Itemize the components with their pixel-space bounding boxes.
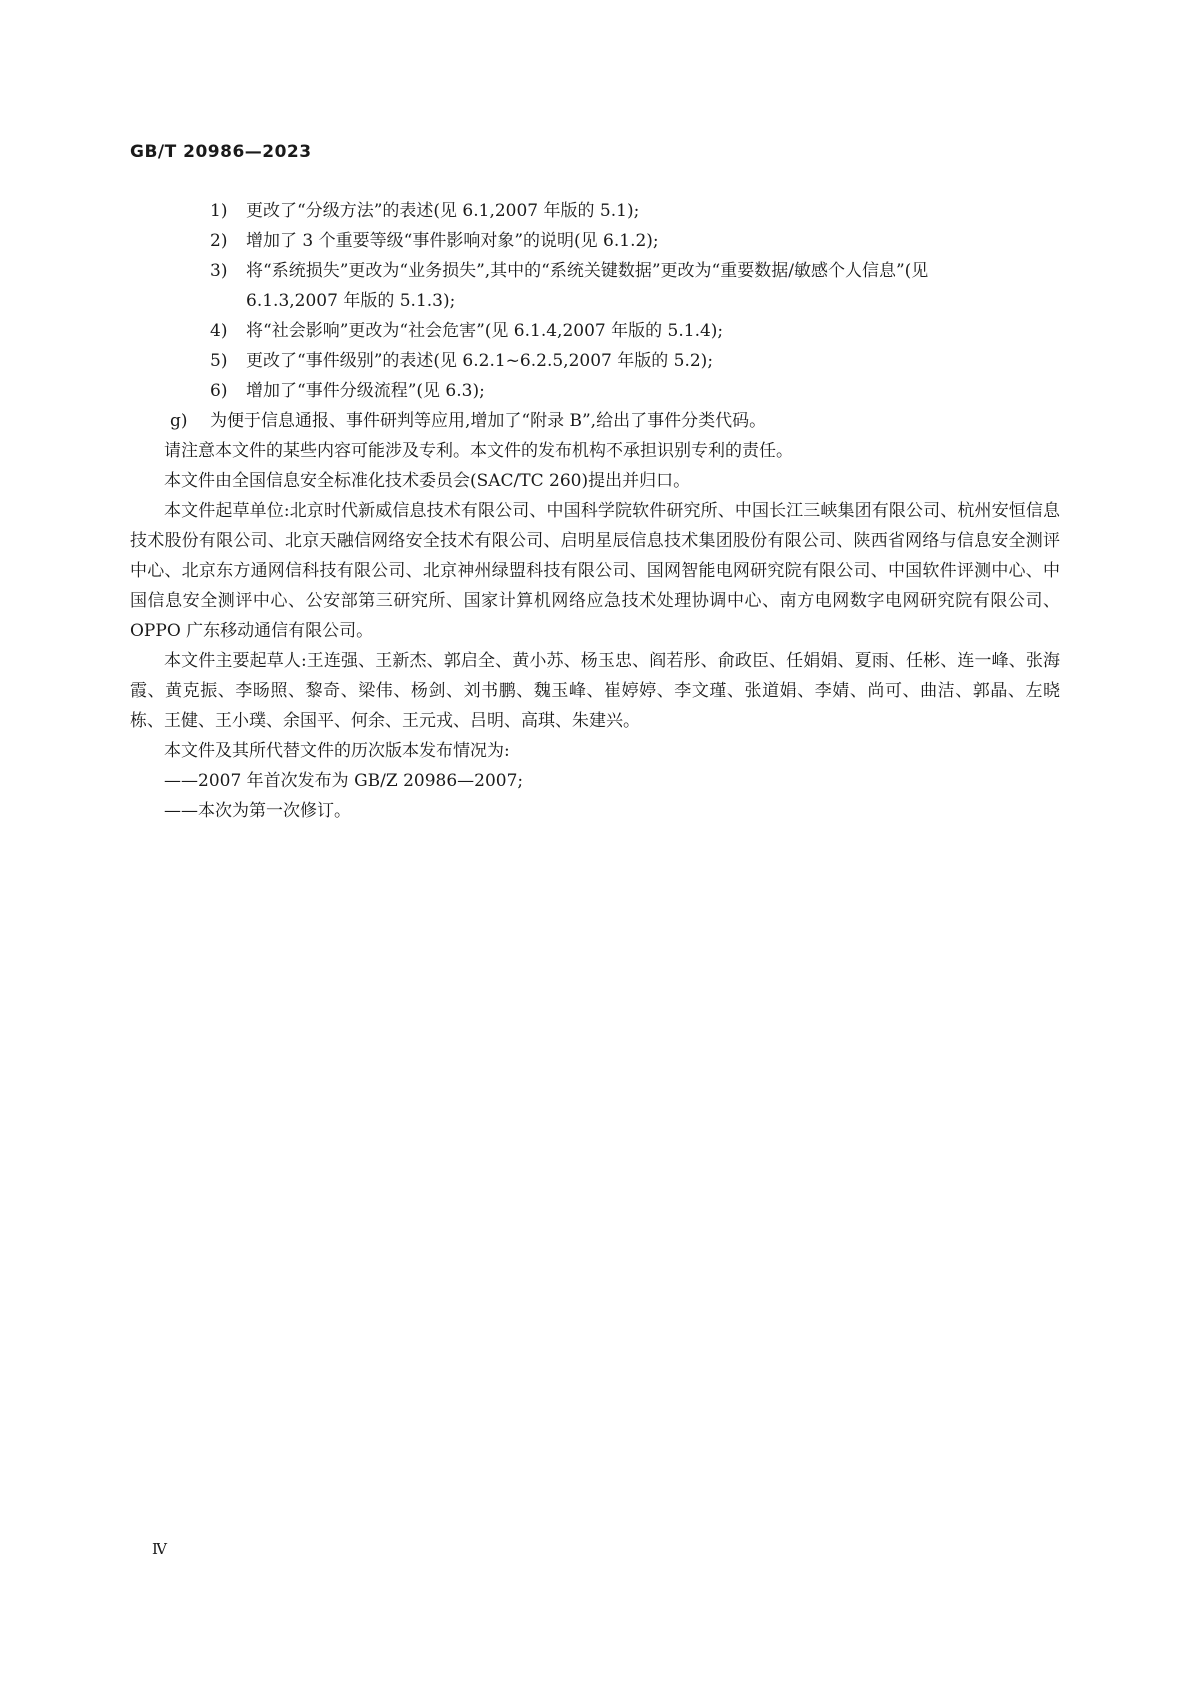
list-item-number: 3) (210, 261, 228, 281)
list-item-text: 增加了“事件分级流程”(见 6.3); (246, 381, 485, 401)
list-item-number: 1) (210, 201, 228, 221)
list-item-g (130, 406, 1060, 436)
list-item (130, 226, 1060, 256)
list-item (130, 196, 1060, 226)
list-item-text: 增加了 3 个重要等级“事件影响对象”的说明(见 6.1.2); (246, 231, 659, 251)
page-number: Ⅳ (152, 1540, 167, 1558)
history-intro: 本文件及其所代替文件的历次版本发布情况为: (164, 741, 510, 761)
list-item-number: 5) (210, 351, 228, 371)
list-item (130, 316, 1060, 346)
list-item-number: 6) (210, 381, 228, 401)
proposer-paragraph: 本文件由全国信息安全标准化技术委员会(SAC/TC 260)提出并归口。 (164, 471, 691, 491)
list-item-number: 2) (210, 231, 228, 251)
document-id: GB/T 20986—2023 (130, 142, 312, 162)
list-item (130, 376, 1060, 406)
foreword-body (130, 196, 1060, 826)
list-item-text: 为便于信息通报、事件研判等应用,增加了“附录 B”,给出了事件分类代码。 (210, 411, 767, 431)
list-item-number: g) (170, 411, 188, 431)
list-item-text: 将“系统损失”更改为“业务损失”,其中的“系统关键数据”更改为“重要数据/敏感个人信息”(见 6.1.3,2007 年版的 5.1.3); (246, 261, 929, 311)
list-item-text: 将“社会影响”更改为“社会危害”(见 6.1.4,2007 年版的 5.1.4); (246, 321, 724, 341)
list-item-number: 4) (210, 321, 228, 341)
drafters-paragraph: 本文件主要起草人:王连强、王新杰、郭启全、黄小苏、杨玉忠、阎若彤、俞政臣、任娟娟、夏雨、任彬、连一峰、张海霞、黄克振、李旸照、黎奇、梁伟、杨剑、刘书鹏、魏玉峰、崔婷婷、李文瑾、张道娟、李婧、尚可、曲洁、郭晶、左晓栋、王健、王小璞、余国平、何余、王元戎、吕明、高琪、朱建兴。 (130, 651, 1060, 731)
drafting-units-paragraph: 本文件起草单位:北京时代新威信息技术有限公司、中国科学院软件研究所、中国长江三峡集团有限公司、杭州安恒信息技术股份有限公司、北京天融信网络安全技术有限公司、启明星辰信息技术集团股份有限公司、陕西省网络与信息安全测评中心、北京东方通网信科技有限公司、北京神州绿盟科技有限公司、国网智能电网研究院有限公司、中国软件评测中心、中国信息安全测评中心、公安部第三研究所、国家计算机网络应急技术处理协调中心、南方电网数字电网研究院有限公司、OPPO 广东移动通信有限公司。 (130, 501, 1060, 641)
history-item: ——2007 年首次发布为 GB/Z 20986—2007; (164, 771, 524, 791)
history-item: ——本次为第一次修订。 (164, 801, 351, 821)
list-item (130, 346, 1060, 376)
list-item (130, 256, 1060, 316)
list-item-text: 更改了“事件级别”的表述(见 6.2.1~6.2.5,2007 年版的 5.2); (246, 351, 714, 371)
list-item-text: 更改了“分级方法”的表述(见 6.1,2007 年版的 5.1); (246, 201, 640, 221)
patent-notice: 请注意本文件的某些内容可能涉及专利。本文件的发布机构不承担识别专利的责任。 (164, 441, 793, 461)
